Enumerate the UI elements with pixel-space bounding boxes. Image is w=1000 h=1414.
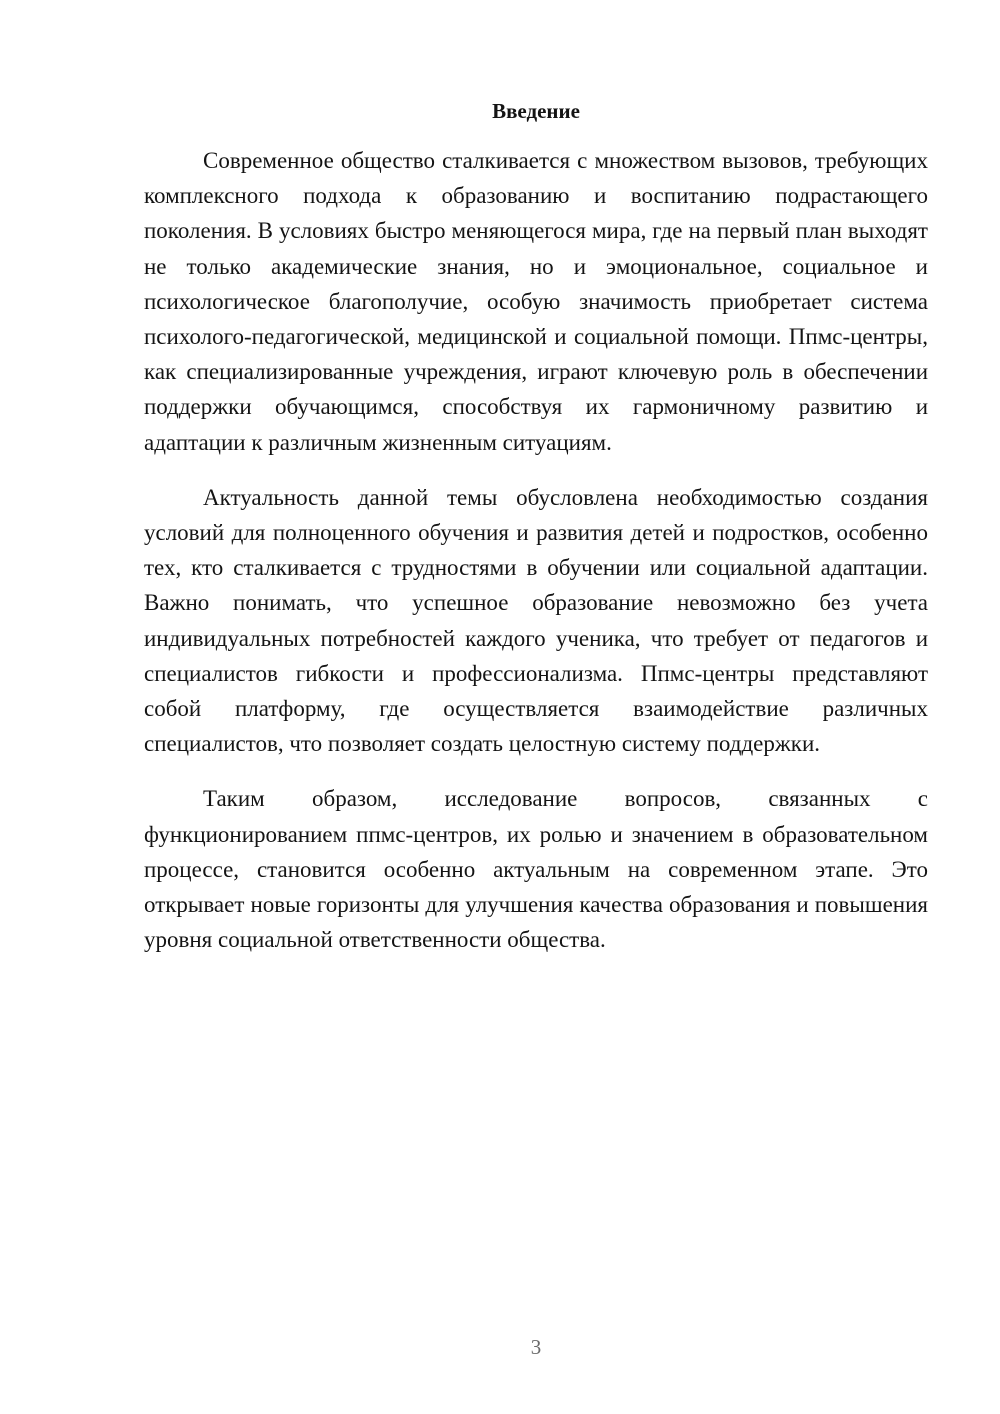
paragraph-1: Современное общество сталкивается с множеством вызовов, требующих комплексного подхода к образованию и воспитанию подрастающего поколения. В условиях быстро меняющегося мира, где на первый план выходят не только академические знания, но и эмоциональное, социальное и психологическое благополучие, особую значимость приобретает система психолого-педагогической, медицинской и социальной помощи. Ппмс-центры, как специализированные учреждения, играют ключевую роль в обеспечении поддержки обучающимся, способствуя их гармоничному развитию и адаптации к различным жизненным ситуациям. bbox=[144, 148, 928, 455]
body-text bbox=[144, 143, 928, 977]
paragraph-3: Таким образом, исследование вопросов, связанных с функционированием ппмс-центров, их ролью и значением в образовательном процессе, становится особенно актуальным на современном этапе. Это открывает новые горизонты для улучшения качества образования и повышения уровня социальной ответственности общества. bbox=[144, 786, 928, 953]
paragraph-2: Актуальность данной темы обусловлена необходимостью создания условий для полноценного обучения и развития детей и подростков, особенно тех, кто сталкивается с трудностями в обучении или социальной адаптации. Важно понимать, что успешное образование невозможно без учета индивидуальных потребностей каждого ученика, что требует от педагогов и специалистов гибкости и профессионализма. Ппмс-центры представляют собой платформу, где осуществляется взаимодействие различных специалистов, что позволяет создать целостную систему поддержки. bbox=[144, 484, 928, 757]
page-number: 3 bbox=[530, 1335, 542, 1359]
page-title: Введение bbox=[492, 99, 580, 123]
